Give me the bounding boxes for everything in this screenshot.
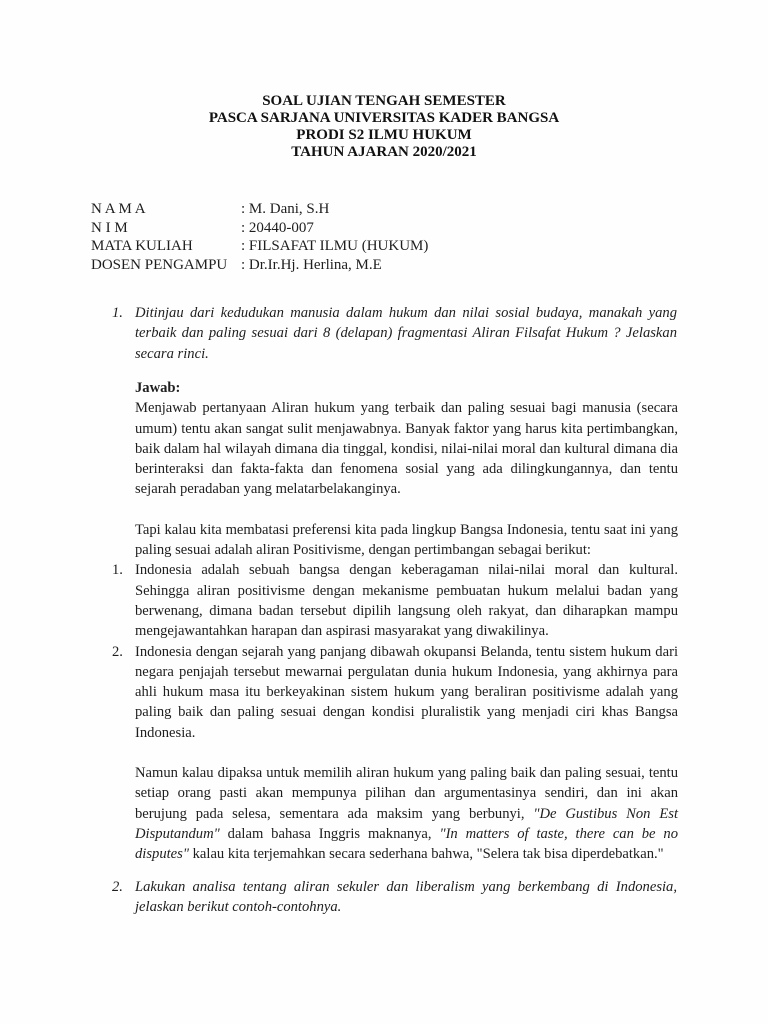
english-translation: "In matters of taste, there can be no disputes" xyxy=(135,825,678,863)
student-info xyxy=(91,200,428,274)
reasons-list xyxy=(112,560,678,743)
list-item xyxy=(112,560,678,641)
paragraph-text: Namun kalau dipaksa untuk memilih aliran hukum yang paling baik dan paling sesuai, tentu setiap orang pasti akan mempunya pilihan dan argumentasinya sendiri, dan ini akan berujung pada selesa, sementara ada maksim yang berbunyi, xyxy=(135,765,678,822)
list-number: 2. xyxy=(112,643,123,660)
paragraph-text: kalau kita terjemahkan secara sederhana bahwa, "Selera tak bisa diperdebatkan." xyxy=(188,846,664,863)
info-row-nim xyxy=(91,219,428,238)
info-row-name xyxy=(91,200,428,219)
question-2 xyxy=(112,877,677,918)
header-program: PRODI S2 ILMU HUKUM xyxy=(296,127,472,143)
info-label: N A M A xyxy=(91,201,146,217)
header-title: SOAL UJIAN TENGAH SEMESTER xyxy=(262,93,506,109)
question-1 xyxy=(112,303,677,364)
document-header xyxy=(0,93,768,161)
answer-paragraph-2: Tapi kalau kita membatasi preferensi kita pada lingkup Bangsa Indonesia, tentu saat ini yang paling sesuai adalah aliran Positivisme, dengan pertimbangan sebagai berikut: xyxy=(135,521,678,559)
latin-maxim: "De Gustibus Non Est Disputandum" xyxy=(135,805,678,842)
answer-label: Jawab: xyxy=(135,380,181,396)
list-text: Indonesia adalah sebuah bangsa dengan keberagaman nilai-nilai moral dan kultural. Sehingga aliran positivisme dengan mekanisme pembuatan hukum melalui badan yang berwenang, dimana badan tersebut dipilih langsung oleh rakyat, dan diharapkan mampu mengejawantahkan harapan dan aspirasi masyarakat yang diwakilinya. xyxy=(135,562,678,640)
answer-paragraph-1: Menjawab pertanyaan Aliran hukum yang terbaik dan paling sesuai bagi manusia (secara umum) tentu akan sangat sulit menjawabnya. Banyak faktor yang harus kita pertimbangkan, baik dalam hal wilayah dimana dia tinggal, kondisi, nilai-nilai moral dan kultural dimana dia berinteraksi dan fakta-fakta dan fenomena sosial yang ada dilingkungannya, dan tentu sejarah peradaban yang melatarbelakanginya. xyxy=(135,400,678,498)
header-academic-year: TAHUN AJARAN 2020/2021 xyxy=(291,144,477,160)
info-value: : FILSAFAT ILMU (HUKUM) xyxy=(241,238,429,254)
answer-paragraph-3 xyxy=(135,763,678,864)
answer-1 xyxy=(112,378,678,865)
info-label: DOSEN PENGAMPU xyxy=(91,256,228,273)
header-university: PASCA SARJANA UNIVERSITAS KADER BANGSA xyxy=(208,110,560,126)
info-label: MATA KULIAH xyxy=(91,238,193,254)
question-text: Ditinjau dari kedudukan manusia dalam hukum dan nilai sosial budaya, manakah yang terbaik dan paling sesuai dari 8 (delapan) fragmentasi Aliran Filsafat Hukum ? Jelaskan secara rinci. xyxy=(135,305,677,362)
paragraph-text: dalam bahasa Inggris maknanya, xyxy=(219,825,440,842)
list-text: Indonesia dengan sejarah yang panjang dibawah okupansi Belanda, tentu sistem hukum dari negara penjajah tersebut mewarnai pergulatan dunia hukum Indonesia, yang akhirnya para ahli hukum masa itu berkeyakinan sistem hukum yang beraliran positivisme adalah yang paling baik dan paling sesuai dengan kondisi pluralistik yang menjadi ciri khas Bangsa Indonesia. xyxy=(135,643,678,741)
info-value: : M. Dani, S.H xyxy=(241,201,330,217)
question-number: 1. xyxy=(112,305,123,321)
info-row-course xyxy=(91,237,428,256)
info-row-lecturer xyxy=(91,256,428,275)
question-text: Lakukan analisa tentang aliran sekuler dan liberalism yang berkembang di Indonesia, jelaskan berikut contoh-contohnya. xyxy=(135,879,677,916)
info-value: : Dr.Ir.Hj. Herlina, M.E xyxy=(241,256,382,273)
list-item xyxy=(112,642,678,743)
info-label: N I M xyxy=(91,219,128,236)
info-value: : 20440-007 xyxy=(241,219,314,236)
list-number: 1. xyxy=(112,562,123,579)
question-number: 2. xyxy=(112,879,123,895)
